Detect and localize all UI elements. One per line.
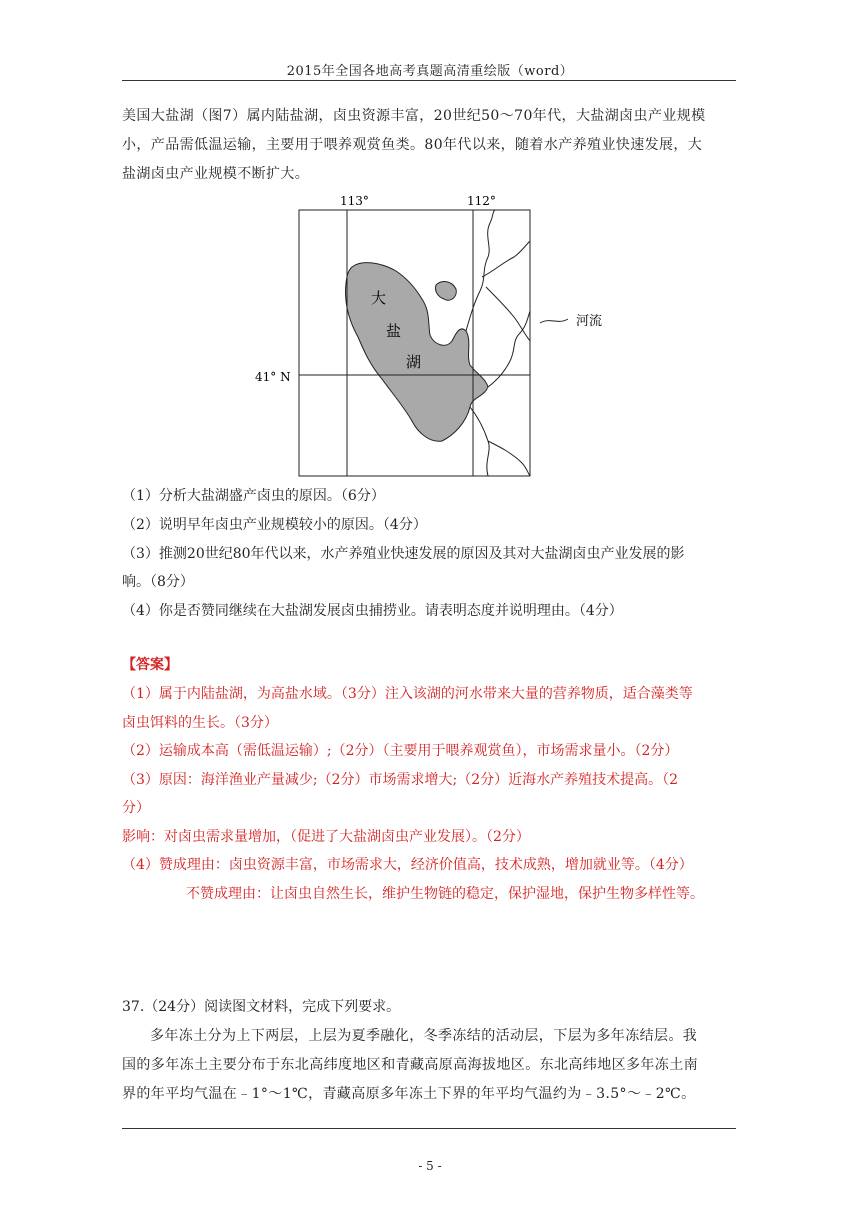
lake-label-hu: 湖 xyxy=(406,353,422,371)
river-bear xyxy=(466,210,495,331)
lake-label-yan: 盐 xyxy=(386,322,402,340)
answer-line: （2）运输成本高（需低温运输）;（2分）（主要用于喂养观赏鱼），市场需求量小。（2分） xyxy=(122,743,679,759)
lake-inlet-bump xyxy=(435,282,456,301)
answer-line: 不赞成理由：让卤虫自然生长，维护生物链的稳定，保护湿地，保护生物多样性等。 xyxy=(186,886,704,902)
question-2: （2）说明早年卤虫产业规模较小的原因。（4分） xyxy=(122,517,427,533)
latitude-label-41n: 41° N xyxy=(255,370,291,384)
river-legend-label: 河流 xyxy=(576,314,603,329)
question-3-cont: 响。（8分） xyxy=(122,574,194,590)
answer-line: 卤虫饵料的生长。（3分） xyxy=(122,715,278,731)
intro-line: 小，产品需低温运输，主要用于喂养观赏鱼类。80年代以来，随着水产养殖业快速发展，大 xyxy=(122,137,703,153)
footer-rule xyxy=(122,1128,736,1129)
answer-line: 分） xyxy=(122,800,150,816)
question-1: （1）分析大盐湖盛产卤虫的原因。（6分） xyxy=(122,488,385,504)
q37-line: 界的年平均气温在﹣1°～1℃，青藏高原多年冻土下界的年平均气温约为﹣3.5°～﹣2℃。 xyxy=(122,1086,696,1102)
answer-line: （3）原因：海洋渔业产量减少;（2分）市场需求增大;（2分）近海水产养殖技术提高。（2 xyxy=(122,772,679,788)
header-rule xyxy=(122,80,736,81)
intro-line: 盐湖卤虫产业规模不断扩大。 xyxy=(122,166,310,182)
q37-heading: 37.（24分）阅读图文材料，完成下列要求。 xyxy=(122,999,401,1015)
river-weber xyxy=(488,311,530,387)
river-legend-line xyxy=(540,319,568,323)
lake-label-da: 大 xyxy=(371,289,387,307)
page-header-title: 2015年全国各地高考真题高清重绘版（word） xyxy=(286,64,574,79)
longitude-label-112: 112° xyxy=(467,194,496,208)
lake-shape xyxy=(346,263,489,442)
page-number: - 5 - xyxy=(418,1159,442,1173)
river-jordan-branch xyxy=(488,441,530,476)
great-salt-lake-map xyxy=(0,185,860,485)
intro-line: 美国大盐湖（图7）属内陆盐湖，卤虫资源丰富，20世纪50～70年代，大盐湖卤虫产业规模 xyxy=(122,108,706,124)
answer-heading: 【答案】 xyxy=(122,657,178,673)
question-4: （4）你是否赞同继续在大盐湖发展卤虫捕捞业。请表明态度并说明理由。（4分） xyxy=(122,603,623,619)
river-weber-branch xyxy=(486,287,530,341)
answer-line: （1）属于内陆盐湖，为高盐水域。（3分）注入该湖的河水带来大量的营养物质，适合藻类等 xyxy=(122,686,693,702)
question-3: （3）推测20世纪80年代以来，水产养殖业快速发展的原因及其对大盐湖卤虫产业发展的影 xyxy=(122,546,685,562)
q37-line: 国的多年冻土主要分布于东北高纬度地区和青藏高原高海拔地区。东北高纬地区多年冻土南 xyxy=(122,1057,698,1073)
answer-line: 影响：对卤虫需求量增加，（促进了大盐湖卤虫产业发展）。（2分） xyxy=(122,829,530,845)
longitude-label-113: 113° xyxy=(340,194,369,208)
q37-line: 多年冻土分为上下两层，上层为夏季融化，冬季冻结的活动层，下层为多年冻结层。我 xyxy=(150,1028,698,1044)
answer-line: （4）赞成理由：卤虫资源丰富，市场需求大，经济价值高，技术成熟，增加就业等。（4分） xyxy=(122,857,693,873)
